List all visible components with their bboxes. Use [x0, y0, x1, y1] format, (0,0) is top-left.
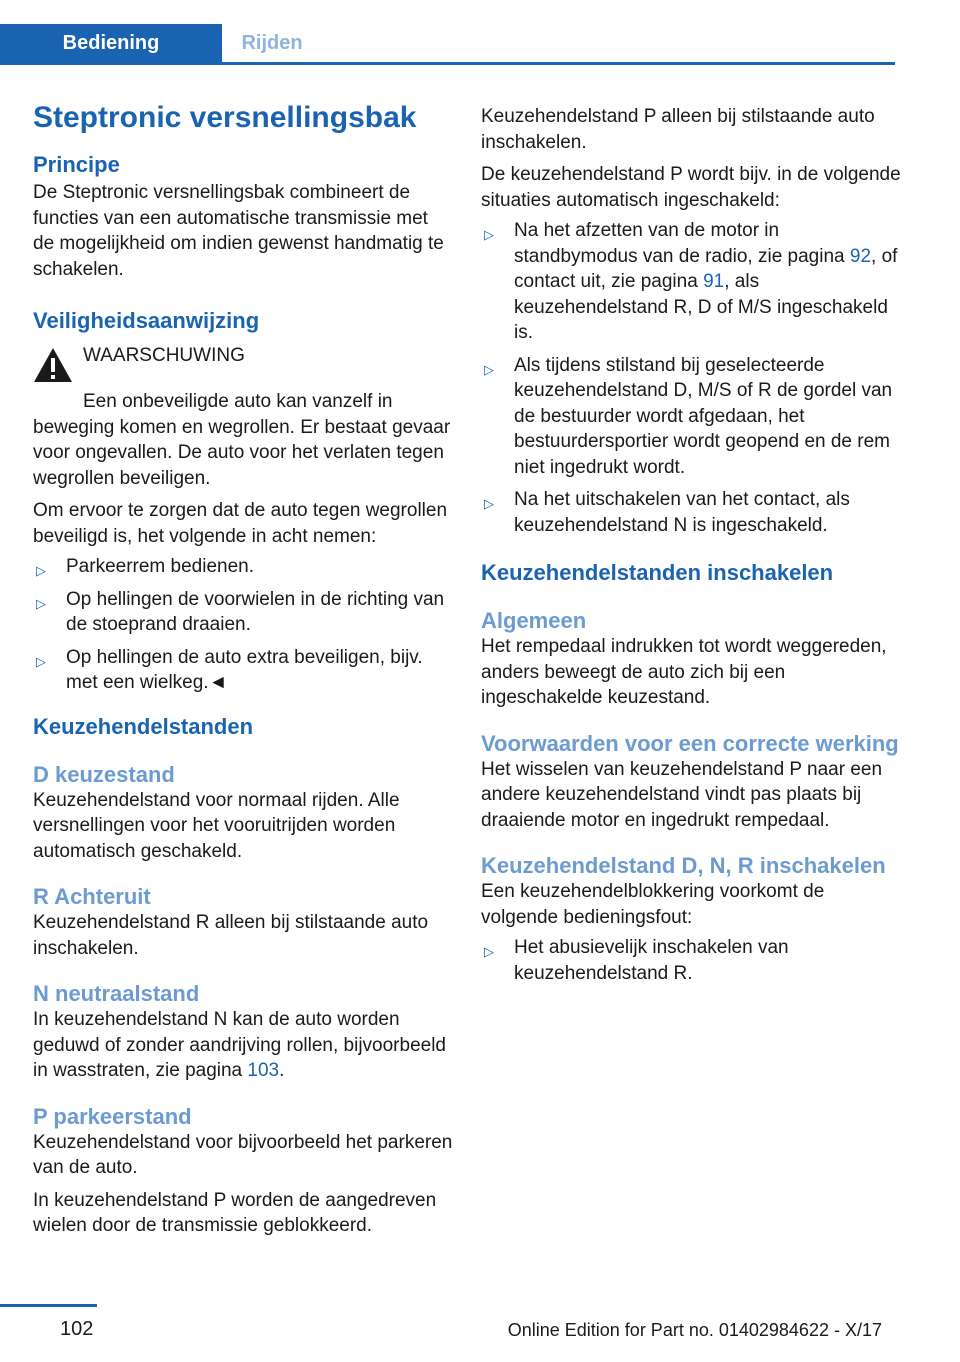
list-item: ▷ Na het afzetten van de motor in standbymodus van de radio, zie pagina 92, of contact uit, zie pagina 91, als keuzehendelstand R, D of M/S ingeschakeld is.: [484, 220, 898, 343]
list-item: ▷ Parkeerrem bedienen.: [33, 554, 453, 580]
triangle-bullet-icon: ▷: [36, 595, 46, 611]
triangle-bullet-icon: ▷: [484, 361, 494, 377]
engage-heading: Keuzehendelstanden inschakelen: [481, 560, 834, 585]
dnr-text: Een keuzehendelblokkering voorkomt de volgende bedieningsfout:: [481, 881, 825, 928]
general-heading: Algemeen: [481, 608, 587, 633]
safety-list: [33, 554, 453, 696]
triangle-bullet-icon: ▷: [484, 944, 494, 959]
page-link-103[interactable]: 103: [247, 1060, 280, 1081]
list-item: ▷ Het abusievelijk inschakelen van keuzehendelstand R.: [484, 937, 789, 984]
n-heading: N neutraalstand: [33, 981, 200, 1006]
chapter-tabbar: [0, 24, 895, 65]
r-text: Keuzehendelstand R alleen bij stilstaande auto inschakelen.: [33, 912, 429, 959]
auto-list: [481, 218, 901, 538]
list-item: ▷ Na het uitschakelen van het contact, als keuzehendelstand N is ingeschakeld.: [484, 489, 850, 536]
safety-heading: Veiligheidsaanwijzing: [33, 308, 260, 333]
triangle-bullet-icon: ▷: [36, 563, 46, 578]
p-text-1: Keuzehendelstand voor bijvoorbeeld het parkeren van de auto.: [33, 1131, 453, 1178]
principe-text: De Steptronic versnellingsbak combineert de functies van een automatische transmissie met de mogelijkheid om indien gewenst handmatig te schakelen.: [33, 182, 444, 280]
warning-label: WAARSCHUWING: [83, 345, 245, 366]
list-item: ▷ Als tijdens stilstand bij geselecteerde keuzehendelstand D, M/S of R de gordel van de bestuurder wordt afgedaan, het bestuurdersportier wordt geopend en de rem niet ingedrukt wordt.: [484, 354, 893, 478]
list-item: ▷ Op hellingen de voorwielen in de richting van de stoeprand draaien.: [36, 588, 445, 635]
page-number: 102: [60, 1318, 94, 1340]
tab-rijden[interactable]: Rijden: [241, 32, 303, 54]
general-text: Het rempedaal indrukken tot wordt weggereden, anders beweegt de auto zich bij een ingeschakelde keuzestand.: [481, 636, 887, 708]
tab-bediening[interactable]: Bediening: [0, 24, 222, 62]
right-column: [481, 104, 901, 993]
d-text: Keuzehendelstand voor normaal rijden. Alle versnellingen voor het vooruitrijden worden automatisch geschakeld.: [33, 789, 400, 862]
conditions-text: Het wisselen van keuzehendelstand P naar een andere keuzehendelstand vindt pas plaats bij draaiende motor en ingedrukt rempedaal.: [481, 758, 883, 831]
warning-triangle-icon: [33, 347, 73, 383]
principe-heading: Principe: [33, 152, 120, 177]
warning-text: Een onbeveiligde auto kan vanzelf in beweging komen en wegrollen. Er bestaat gevaar voor ongevallen. De auto voor het verlaten tegen wegrollen beveiligen.: [33, 391, 451, 489]
triangle-bullet-icon: ▷: [36, 653, 46, 669]
conditions-heading: Voorwaarden voor een correcte werking: [481, 730, 899, 756]
edition-note: Online Edition for Part no. 01402984622 - X/17: [507, 1320, 882, 1340]
p-continued-text: Keuzehendelstand P alleen bij stilstaande auto inschakelen.: [481, 106, 875, 153]
p-text-2: In keuzehendelstand P worden de aangedreven wielen door de transmissie geblokkeerd.: [33, 1189, 437, 1236]
footer-rule: [0, 1304, 97, 1307]
left-column: [33, 96, 453, 1239]
d-heading: D keuzestand: [33, 761, 175, 787]
auto-intro-text: De keuzehendelstand P wordt bijv. in de volgende situaties automatisch ingeschakeld:: [481, 164, 901, 211]
n-text: In keuzehendelstand N kan de auto worden geduwd of zonder aandrijving rollen, bijvoorbeeld in wasstraten, zie pagina 103.: [33, 1009, 446, 1081]
page-link-92[interactable]: 92: [849, 245, 872, 267]
triangle-bullet-icon: ▷: [484, 496, 494, 511]
dnr-list: [481, 935, 901, 986]
safety-intro: Om ervoor te zorgen dat de auto tegen wegrollen beveiligd is, het volgende in acht nemen:: [33, 500, 448, 547]
positions-heading: Keuzehendelstanden: [33, 713, 254, 739]
triangle-bullet-icon: ▷: [484, 227, 494, 242]
list-item: ▷ Op hellingen de auto extra beveiligen, bijv. met een wielkeg.◄: [36, 646, 423, 693]
r-heading: R Achteruit: [33, 884, 151, 909]
dnr-heading: Keuzehendelstand D, N, R inschakelen: [481, 853, 886, 878]
page-link-91[interactable]: 91: [703, 271, 725, 292]
warning-block: [33, 343, 453, 383]
page-title: Steptronic versnellingsbak: [33, 101, 417, 134]
p-heading: P parkeerstand: [33, 1103, 192, 1129]
